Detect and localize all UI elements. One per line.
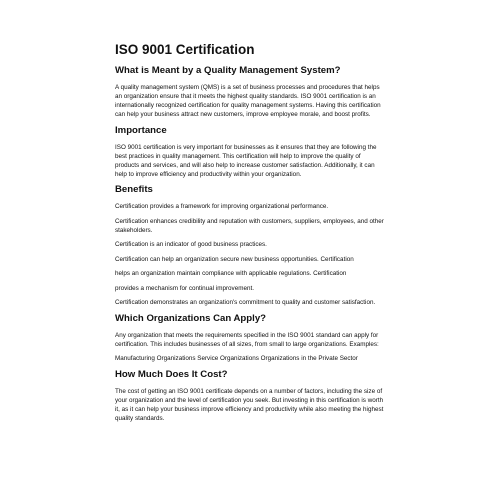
section-heading: Importance	[115, 124, 167, 136]
page-title: ISO 9001 Certification	[115, 42, 255, 57]
section-heading: How Much Does It Cost?	[115, 368, 228, 380]
paragraph: Any organization that meets the requirements specified in the ISO 9001 standard can apply for certification. This includes businesses of all sizes, from small to large organizations. Examples:	[115, 331, 379, 348]
section-importance	[115, 125, 385, 179]
paragraph: helps an organization maintain compliance with applicable regulations. Certification	[115, 270, 347, 277]
section-qms	[115, 65, 385, 119]
paragraph: Certification demonstrates an organization's commitment to quality and customer satisfaction.	[115, 299, 376, 306]
paragraph: Certification enhances credibility and reputation with customers, suppliers, employees, and other stakeholders.	[115, 217, 384, 234]
document-page	[115, 42, 385, 428]
paragraph: Certification provides a framework for improving organizational performance.	[115, 203, 329, 210]
section-cost	[115, 369, 385, 423]
section-heading: Which Organizations Can Apply?	[115, 312, 267, 324]
section-benefits	[115, 184, 385, 307]
paragraph: Certification can help an organization secure new business opportunities. Certification	[115, 255, 354, 263]
section-which-organizations	[115, 313, 385, 364]
paragraph: ISO 9001 certification is very important for businesses as it ensures that they are following the best practices in quality management. This certification will help to improve the quality of products and services, and will also help to increase customer satisfaction. Additionally, it can help to improve efficiency and productivity within your organization.	[115, 143, 377, 178]
section-heading: What is Meant by a Quality Management System?	[115, 65, 341, 76]
section-heading: Benefits	[115, 184, 153, 195]
paragraph: The cost of getting an ISO 9001 certificate depends on a number of factors, including the size of your organization and the level of certification you seek. But investing in this certification is worth it, as it can help your business improve efficiency and productivity while also meeting the highest quality standards.	[115, 387, 384, 422]
paragraph: Certification is an indicator of good business practices.	[115, 241, 267, 248]
paragraph: Manufacturing Organizations Service Organizations Organizations in the Private Sector	[115, 355, 358, 362]
paragraph: A quality management system (QMS) is a set of business processes and procedures that helps an organization ensure that it meets the highest quality standards. ISO 9001 certification is an internationally recognized certification for quality management systems. Having this certification can help your business attract new customers, improve employee morale, and boost profits.	[115, 84, 381, 118]
paragraph: provides a mechanism for continual improvement.	[115, 284, 254, 292]
